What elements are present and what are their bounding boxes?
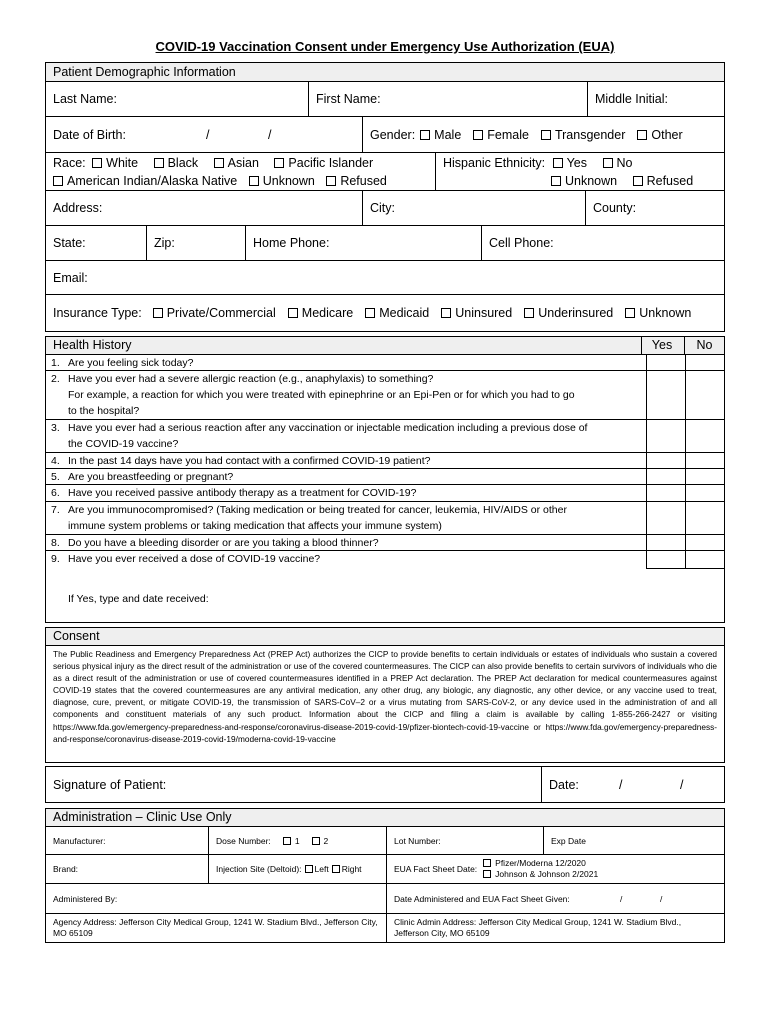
first-name-label: First Name: [316, 92, 381, 106]
exp-date-field[interactable] [543, 827, 724, 854]
checkbox-icon[interactable] [283, 837, 291, 845]
health-question-row [46, 535, 646, 551]
health-history-header [46, 337, 724, 355]
consent-body: The Public Readiness and Emergency Preparedness Act (PREP Act) authorizes the CICP to provide benefits to certain individuals or estates of individuals who sustain a covered serious physical injury as the direct result of the administration or use of the covered countermeasures. The CICP can also provide benefits to certain survivors of individuals who die as a direct result of the administration or use of covered countermeasures identified in a PREP Act declaration. The PREP Act declaration for medical countermeasures against COVID-19 states that the covered countermeasures are any antiviral medication, any other drug, any biologic, any diagnostic, any other device, or any vaccine used to treat, diagnose, cure, prevent, or mitigate COVID-19, the transmission of SARS-CoV–2 or a virus mutating from SARS-CoV-2, or any device used in the administration of and all components and constituent materials of any such product. Information about the CICP and filing a claim is available by calling 1-855-266-2427 or visiting https://www.fda.gov/emergency-preparedness-and-response/coronavirus-disease-2019-covid-19/pfizer-biontech-covid-19-vaccine or https://www.fda.gov/emergency-preparedness-and-response/coronavirus-disease-2019-covid-19/moderna-covid-19-vaccine [53, 649, 717, 744]
race-option-american-indian[interactable]: American Indian/Alaska Native [53, 174, 237, 188]
site-option-right[interactable]: Right [332, 864, 362, 874]
question-line: For example, a reaction for which you were treated with epinephrine or an Epi-Pen or for which you had to go [68, 389, 575, 401]
email-row [46, 261, 724, 295]
question-text [68, 355, 642, 371]
race-option-refused[interactable]: Refused [326, 174, 387, 188]
race-field [46, 153, 435, 190]
checkbox-icon[interactable] [274, 158, 284, 168]
consent-section [45, 627, 725, 763]
question-text [68, 551, 642, 567]
health-history-section [45, 336, 725, 623]
checkbox-icon[interactable] [524, 308, 534, 318]
question-number: 5. [51, 471, 60, 483]
home-phone-field[interactable] [245, 226, 481, 260]
injection-site-label: Injection Site (Deltoid): [216, 864, 302, 874]
city-label: City: [370, 201, 395, 215]
if-yes-label: If Yes, type and date received: [68, 593, 209, 605]
admin-row-2 [46, 855, 724, 884]
no-answer-cell[interactable] [685, 502, 724, 535]
dob-field[interactable] [46, 117, 362, 152]
question-line: Have you ever had a serious reaction after any vaccination or injectable medication including a previous dose of [68, 422, 588, 434]
email-label: Email: [53, 270, 88, 285]
dob-gender-row [46, 117, 724, 153]
admin-row-4 [46, 914, 724, 942]
injection-site-field [208, 855, 386, 883]
question-line: immune system problems or taking medication that affects your immune system) [68, 520, 442, 532]
administered-by-field[interactable] [46, 884, 386, 913]
cell-phone-label: Cell Phone: [489, 236, 554, 250]
signature-date-label: Date: [549, 777, 579, 792]
zip-label: Zip: [154, 236, 175, 250]
question-number: 9. [51, 553, 60, 565]
signature-date-slash-2: / [680, 777, 684, 792]
question-text [68, 502, 642, 534]
brand-label: Brand: [53, 864, 79, 874]
patient-signature-field[interactable] [46, 767, 541, 802]
question-line: Are you breastfeeding or pregnant? [68, 471, 234, 483]
no-column-header: No [684, 337, 724, 354]
state-label: State: [53, 236, 86, 250]
question-text [68, 420, 642, 452]
home-phone-label: Home Phone: [253, 236, 330, 250]
checkbox-icon[interactable] [288, 308, 298, 318]
brand-field[interactable] [46, 855, 208, 883]
form-title: COVID-19 Vaccination Consent under Emergency Use Authorization (EUA) [155, 39, 615, 54]
address-label: Address: [53, 201, 103, 215]
administered-by-label: Administered By: [53, 893, 118, 904]
insurance-option-medicaid[interactable]: Medicaid [365, 306, 429, 320]
consent-header: Consent [46, 628, 724, 646]
lot-number-label: Lot Number: [394, 835, 441, 846]
date-given-label: Date Administered and EUA Fact Sheet Given: [394, 893, 570, 904]
checkbox-icon[interactable] [365, 308, 375, 318]
race-option-asian[interactable]: Asian [214, 156, 259, 170]
demographics-section [45, 62, 725, 332]
health-question-row [46, 502, 646, 535]
hispanic-option-no[interactable]: No [603, 156, 633, 170]
dob-label: Date of Birth: [53, 127, 126, 142]
yes-answer-cell[interactable] [646, 485, 685, 502]
no-answer-cell[interactable] [685, 469, 724, 485]
hispanic-label: Hispanic Ethnicity: [443, 155, 546, 170]
checkbox-icon[interactable] [483, 870, 491, 878]
health-question-row [46, 355, 646, 371]
clinic-address: Clinic Admin Address: Jefferson City Medical Group, 1241 W. Stadium Blvd., Jefferson City, MO 65109 [386, 914, 724, 942]
middle-initial-field[interactable] [587, 82, 724, 116]
race-ethnicity-row [46, 153, 724, 191]
hispanic-option-refused[interactable]: Refused [633, 174, 694, 188]
question-number: 7. [51, 504, 60, 516]
question-text [68, 453, 642, 469]
gender-option-other[interactable]: Other [637, 128, 682, 142]
health-question-row [46, 453, 646, 469]
if-yes-field[interactable] [68, 593, 209, 605]
question-line: Do you have a bleeding disorder or are you taking a blood thinner? [68, 537, 379, 549]
question-line: the COVID-19 vaccine? [68, 438, 179, 450]
question-line: Have you received passive antibody therapy as a treatment for COVID-19? [68, 487, 417, 499]
health-history-title: Health History [53, 338, 132, 352]
signature-date-slash-1: / [619, 777, 623, 792]
no-answer-cell[interactable] [685, 355, 724, 371]
insurance-option-medicare[interactable]: Medicare [288, 306, 353, 320]
no-answer-cell[interactable] [685, 453, 724, 469]
question-line: to the hospital? [68, 405, 140, 417]
middle-initial-label: Middle Initial: [595, 92, 668, 106]
insurance-option-private[interactable]: Private/Commercial [153, 306, 276, 320]
date-given-slash-1: / [620, 893, 623, 904]
question-number: 3. [51, 422, 60, 434]
question-line: In the past 14 days have you had contact with a confirmed COVID-19 patient? [68, 455, 431, 467]
health-question-row [46, 420, 646, 453]
date-given-slash-2: / [660, 893, 663, 904]
signature-date-field[interactable] [541, 767, 724, 802]
zip-field[interactable] [146, 226, 245, 260]
signature-label: Signature of Patient: [53, 777, 167, 792]
yes-answer-cell[interactable] [646, 420, 685, 453]
dose-option-1[interactable]: 1 [283, 836, 300, 846]
checkbox-icon[interactable] [312, 837, 320, 845]
race-option-pacific-islander[interactable]: Pacific Islander [274, 156, 373, 170]
administration-header: Administration – Clinic Use Only [46, 809, 724, 827]
checkbox-icon[interactable] [420, 130, 430, 140]
demographics-header: Patient Demographic Information [46, 63, 724, 82]
gender-label: Gender: [370, 127, 416, 142]
eua-label: EUA Fact Sheet Date: [394, 864, 478, 874]
manufacturer-label: Manufacturer: [53, 835, 106, 846]
question-number: 8. [51, 537, 60, 549]
question-text [68, 371, 642, 419]
yes-answer-cell[interactable] [646, 371, 685, 420]
address-row [46, 191, 724, 226]
dose-number-label: Dose Number: [216, 835, 271, 846]
manufacturer-field[interactable] [46, 827, 208, 854]
question-number: 1. [51, 357, 60, 369]
site-option-left[interactable]: Left [305, 864, 329, 874]
insurance-label: Insurance Type: [53, 306, 142, 320]
agency-address: Agency Address: Jefferson City Medical Group, 1241 W. Stadium Blvd., Jefferson City, MO 65109 [53, 917, 378, 938]
administration-section [45, 808, 725, 943]
question-line: Have you ever had a severe allergic reaction (e.g., anaphylaxis) to something? [68, 373, 434, 385]
gender-option-female[interactable]: Female [473, 128, 529, 142]
cell-phone-field[interactable] [481, 226, 724, 260]
eua-option-pfizer-moderna[interactable]: Pfizer/Moderna 12/2020 [483, 858, 598, 869]
lot-number-field[interactable] [386, 827, 543, 854]
insurance-row [46, 295, 724, 331]
checkbox-icon[interactable] [551, 176, 561, 186]
health-question-row [46, 469, 646, 485]
insurance-option-uninsured[interactable]: Uninsured [441, 306, 512, 320]
checkbox-icon[interactable] [332, 865, 340, 873]
question-number: 6. [51, 487, 60, 499]
race-label: Race: [53, 155, 86, 170]
health-question-row [46, 371, 646, 420]
checkbox-icon[interactable] [92, 158, 102, 168]
hispanic-option-yes[interactable]: Yes [553, 156, 587, 170]
question-number: 2. [51, 373, 60, 385]
eua-fact-sheet-field [386, 855, 724, 883]
checkbox-icon[interactable] [249, 176, 259, 186]
checkbox-icon[interactable] [603, 158, 613, 168]
insurance-option-unknown[interactable]: Unknown [625, 306, 691, 320]
health-question-row [46, 485, 646, 502]
dob-slash-1: / [206, 127, 210, 142]
question-number: 4. [51, 455, 60, 467]
checkbox-icon[interactable] [633, 176, 643, 186]
yes-answer-cell[interactable] [646, 469, 685, 485]
state-field[interactable] [46, 226, 146, 260]
exp-date-label: Exp Date [551, 835, 586, 846]
address-field[interactable] [46, 191, 362, 225]
question-line: Have you ever received a dose of COVID-19 vaccine? [68, 553, 321, 565]
no-answer-cell[interactable] [685, 535, 724, 551]
checkbox-icon[interactable] [483, 859, 491, 867]
no-answer-cell[interactable] [685, 485, 724, 502]
race-option-unknown[interactable]: Unknown [249, 174, 315, 188]
dose-number-field [208, 827, 386, 854]
checkbox-icon[interactable] [153, 308, 163, 318]
first-name-field[interactable] [308, 82, 587, 116]
question-text [68, 485, 642, 501]
no-answer-cell[interactable] [685, 551, 724, 569]
question-text [68, 469, 642, 485]
checkbox-icon[interactable] [553, 158, 563, 168]
signature-section [45, 766, 725, 803]
question-line: Are you feeling sick today? [68, 357, 194, 369]
gender-field [362, 117, 724, 152]
dose-option-2[interactable]: 2 [312, 836, 329, 846]
checkbox-icon[interactable] [53, 176, 63, 186]
state-phone-row [46, 226, 724, 261]
no-answer-cell[interactable] [685, 371, 724, 420]
city-field[interactable] [362, 191, 585, 225]
yes-answer-cell[interactable] [646, 453, 685, 469]
race-option-black[interactable]: Black [154, 156, 199, 170]
county-field[interactable] [585, 191, 724, 225]
checkbox-icon[interactable] [154, 158, 164, 168]
checkbox-icon[interactable] [473, 130, 483, 140]
admin-row-3 [46, 884, 724, 914]
checkbox-icon[interactable] [326, 176, 336, 186]
insurance-field [46, 295, 724, 331]
admin-row-1 [46, 827, 724, 855]
yes-answer-cell[interactable] [646, 355, 685, 371]
name-row [46, 82, 724, 117]
yes-answer-cell[interactable] [646, 551, 685, 569]
hispanic-option-unknown[interactable]: Unknown [551, 174, 617, 188]
last-name-label: Last Name: [53, 92, 117, 106]
question-text [68, 535, 642, 551]
gender-option-transgender[interactable]: Transgender [541, 128, 625, 142]
eua-option-jj[interactable]: Johnson & Johnson 2/2021 [483, 869, 598, 880]
checkbox-icon[interactable] [214, 158, 224, 168]
health-question-row [46, 551, 646, 569]
gender-option-male[interactable]: Male [420, 128, 461, 142]
yes-answer-cell[interactable] [646, 502, 685, 535]
yes-column-header: Yes [641, 337, 678, 354]
race-option-white[interactable]: White [92, 156, 138, 170]
hispanic-field [435, 153, 724, 190]
insurance-option-underinsured[interactable]: Underinsured [524, 306, 613, 320]
checkbox-icon[interactable] [625, 308, 635, 318]
last-name-field[interactable] [46, 82, 308, 116]
email-field[interactable] [46, 261, 724, 294]
county-label: County: [593, 201, 637, 215]
checkbox-icon[interactable] [637, 130, 647, 140]
no-answer-cell[interactable] [685, 420, 724, 453]
dob-slash-2: / [268, 127, 272, 142]
checkbox-icon[interactable] [305, 865, 313, 873]
date-given-field[interactable] [386, 884, 724, 913]
checkbox-icon[interactable] [441, 308, 451, 318]
question-line: Are you immunocompromised? (Taking medication or being treated for cancer, leukemia, HIV/AIDS or other [68, 504, 567, 516]
checkbox-icon[interactable] [541, 130, 551, 140]
yes-answer-cell[interactable] [646, 535, 685, 551]
